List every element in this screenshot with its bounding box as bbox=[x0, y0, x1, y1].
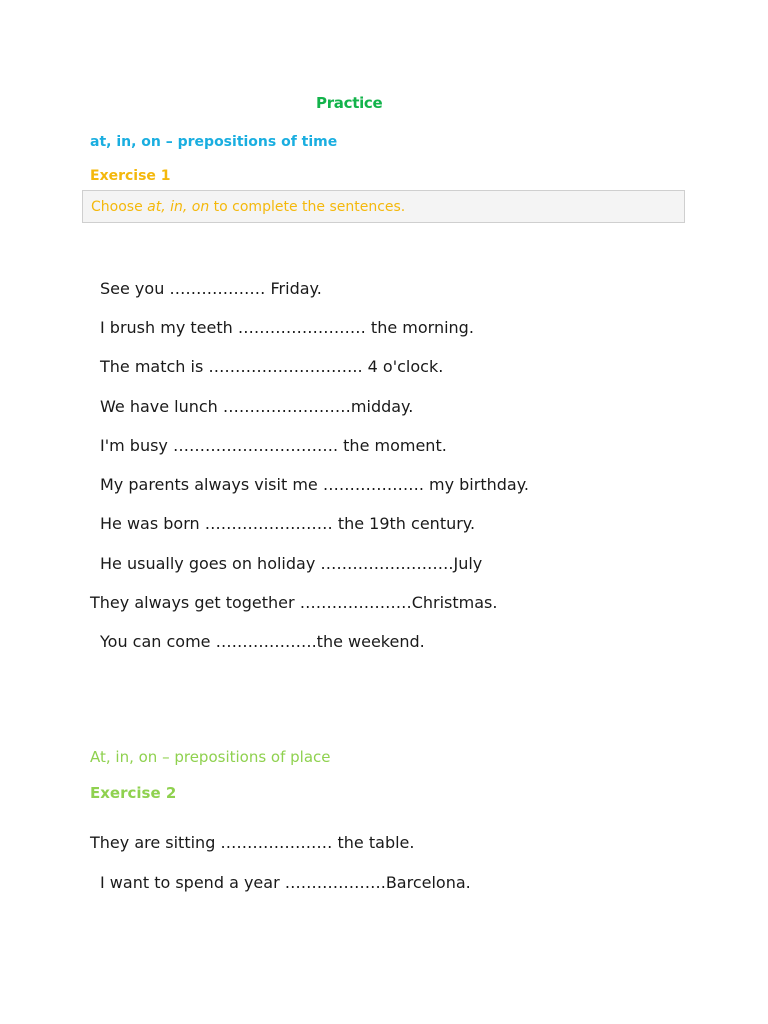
exercise1-sentence-4: We have lunch ……………………midday. bbox=[100, 397, 414, 416]
instruction-prefix: Choose bbox=[91, 199, 148, 215]
exercise1-sentence-6: My parents always visit me ………………. my birthday. bbox=[100, 475, 529, 494]
exercise1-sentence-7: He was born …………………… the 19th century. bbox=[100, 514, 476, 533]
exercise1-sentence-1: See you ……………… Friday. bbox=[100, 279, 322, 298]
exercise1-heading: Exercise 1 bbox=[90, 168, 171, 184]
exercise1-sentence-9: They always get together …………………Christmas. bbox=[90, 593, 498, 612]
exercise2-sentence-2: I want to spend a year ……………….Barcelona. bbox=[100, 873, 471, 892]
page-title: Practice bbox=[316, 94, 383, 112]
instruction-box bbox=[82, 190, 685, 223]
instruction-suffix: to complete the sentences. bbox=[209, 199, 406, 215]
exercise1-sentence-3: The match is ……………………….. 4 o'clock. bbox=[100, 357, 444, 376]
exercise2-heading: Exercise 2 bbox=[90, 784, 177, 802]
exercise1-instruction bbox=[91, 199, 405, 215]
exercise1-sentence-5: I'm busy …………………………. the moment. bbox=[100, 436, 447, 455]
exercise1-sentence-10: You can come ……………….the weekend. bbox=[100, 632, 425, 651]
exercise2-sentence-1: They are sitting ………………… the table. bbox=[90, 833, 415, 852]
instruction-emphasis: at, in, on bbox=[147, 199, 210, 215]
exercise1-sentence-2: I brush my teeth …………………… the morning. bbox=[100, 318, 474, 337]
exercise1-sentence-8: He usually goes on holiday …………………….July bbox=[100, 554, 483, 573]
section2-title: At, in, on – prepositions of place bbox=[90, 748, 331, 766]
section1-title: at, in, on – prepositions of time bbox=[90, 134, 338, 150]
